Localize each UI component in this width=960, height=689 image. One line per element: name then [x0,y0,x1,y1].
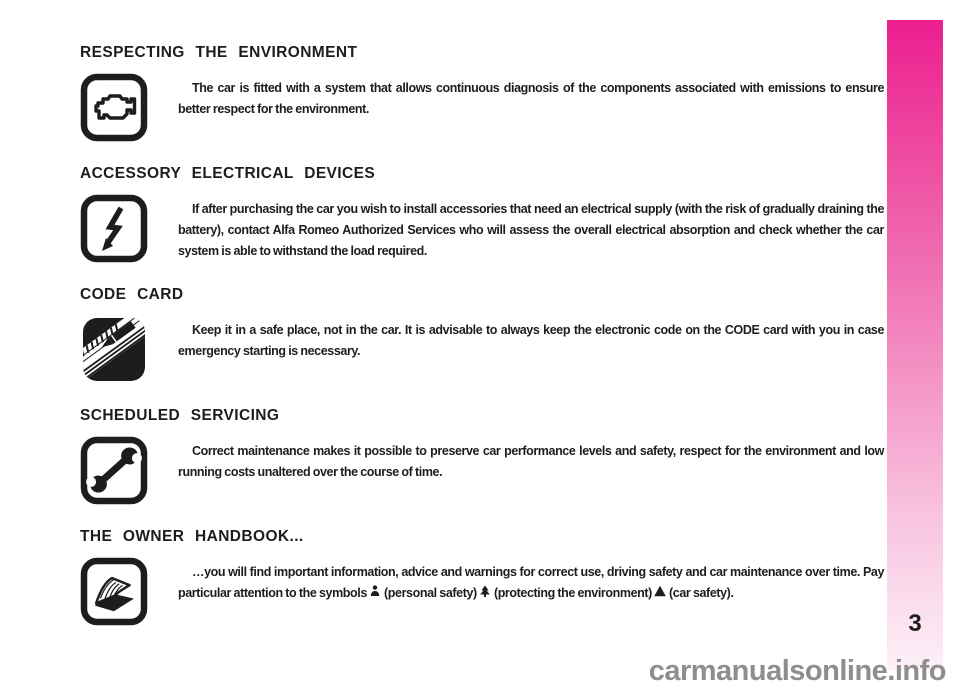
handbook-body-intro: …you will find important information, advice and warnings for correct use, driving safety and car maintenance over time. Pay particular attention to the symbols [178,565,884,600]
section-title: THE OWNER HANDBOOK... [80,528,304,545]
section-body: If after purchasing the car you wish to install accessories that need an electrical supply (with the risk of gradually draining the battery), contact Alfa Romeo Authorized Services who will assess the overall electrical absorption and check whether the car system is able to withstand the load required. [178,202,884,258]
symbol-label: (car safety). [669,586,734,600]
section-code-card [80,286,884,385]
warning-triangle-symbol [654,585,666,597]
symbol-label: (personal safety) [384,586,477,600]
code-card-icon [80,315,148,385]
section-scheduled-servicing [80,407,884,506]
lightning-bolt-icon [80,194,148,264]
symbol-label: (protecting the environment) [493,586,652,600]
section-body: The car is fitted with a system that allows continuous diagnosis of the components associated with emissions to ensure better respect for the environment. [178,81,884,116]
section-title: CODE CARD [80,286,184,303]
section-respecting-environment [80,44,884,143]
person-symbol [369,585,381,597]
section-body: Keep it in a safe place, not in the car. It is advisable to always keep the electronic code on the CODE card with you in case emergency starting is necessary. [178,323,884,358]
section-accessory-electrical-devices [80,165,884,264]
section-body: Correct maintenance makes it possible to preserve car performance levels and safety, respect for the environment and low running costs unaltered over the course of time. [178,444,884,479]
tree-symbol [479,585,491,597]
section-title: RESPECTING THE ENVIRONMENT [80,44,358,61]
accent-gradient-bar [887,20,943,670]
section-title: ACCESSORY ELECTRICAL DEVICES [80,165,376,182]
section-body [178,557,884,604]
engine-icon [80,73,148,143]
section-title: SCHEDULED SERVICING [80,407,280,424]
handbook-icon [80,557,148,627]
wrench-icon [80,436,148,506]
watermark: carmanualsonline.info [648,655,946,687]
page-number: 3 [908,610,922,637]
section-owner-handbook [80,528,884,627]
page-content [80,44,884,649]
